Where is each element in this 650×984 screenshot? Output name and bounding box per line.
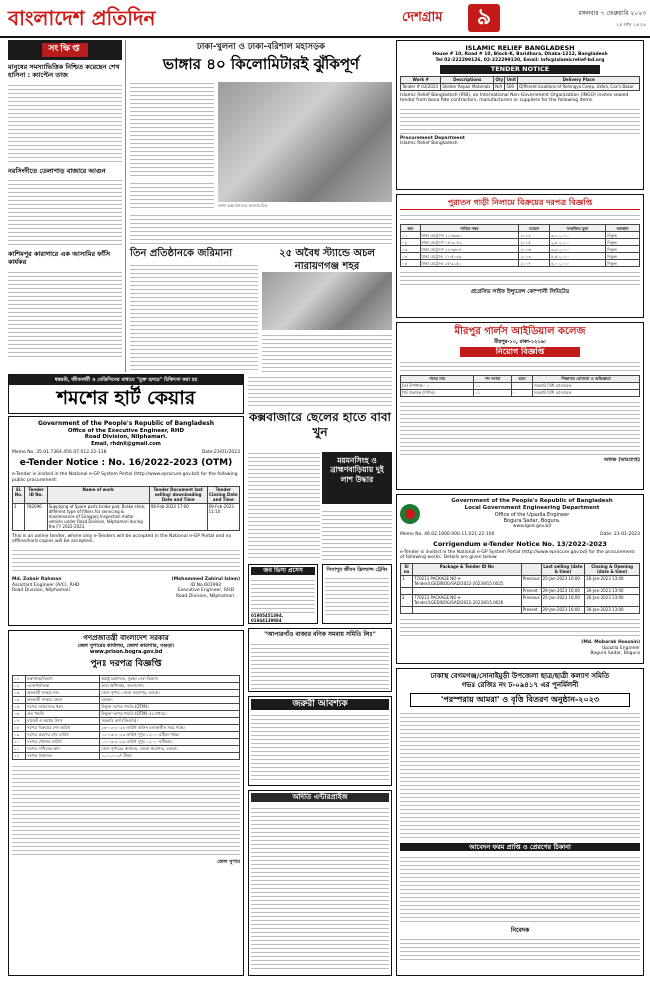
table-row: ০৩ ক্রয়কারী সংস্থার নাম জেল সুপার, জেলা কারাগার, বগুড়া। bbox=[13, 689, 240, 696]
brief-heading-3: কাশিমপুর কারাগারে এক আসামির ফাঁসি কার্যকর bbox=[8, 250, 111, 267]
table-row: ০৩ ঢাকা মেট্রো-গ ২২-৩৬০৮ ২০০৬ ৩,২০,০০০ নিকুঞ্জ bbox=[401, 246, 640, 253]
table-row: Present 29-Jan-2023 16:00 30-Jan-2023 13:00 bbox=[401, 606, 640, 613]
lged-intro: e-Tender is invited in the National e-GP System Portal (http://www.eprocure.gov.bd) for the procurement of following works. Details are given below: bbox=[400, 549, 635, 561]
lged-office: Office of the Upazila Engineer bbox=[494, 511, 570, 518]
table-row: 1 770211 PACKAGE NO e-Tender/LGED/BOG/SAD/2022-2023/815.0025 Previous 25-Jan-2023 16:00 26-Jan-2023 13:00 bbox=[401, 575, 640, 587]
relief-footer: Procurement Department bbox=[400, 135, 465, 141]
headline-1-kicker: ঢাকা-খুলনা ও ঢাকা-বরিশাল মহাসড়ক bbox=[197, 42, 325, 52]
table-row: ০৭ বাজেট ও অর্থের উৎস সরকারি অর্থ (জিওবি)। bbox=[13, 717, 240, 724]
relief-table: Work # Descriptions Qty Unit Delivery Place Tender # 03/2023 Shelter Repair Materials N/A 500 Different locations of Rohingya Camp, Ukhia, Cox's Bazar bbox=[400, 76, 640, 91]
table-row: (ক) উপাধ্যক্ষ - ১ ০১ - সরকারি বিধি মোতাবেক bbox=[401, 382, 640, 389]
rhd-division: Road Division, Nilphamari. bbox=[84, 434, 168, 441]
rhd-office: Office of the Executive Engineer, RHD bbox=[67, 427, 185, 434]
college-title: নিয়োগ বিজ্ঞপ্তি bbox=[460, 347, 580, 357]
section-name: দেশগ্রাম bbox=[402, 10, 443, 25]
headline-1-title: ভাঙ্গার ৪০ কিলোমিটারই ঝুঁকিপূর্ণ bbox=[162, 54, 360, 73]
headline-4-body bbox=[248, 450, 320, 560]
road-photo bbox=[218, 82, 392, 202]
heart-ad-top: ধন্বন্তরি, জীবনধর্মী ও মেডিসিনের মাধ্যমে "মুক্ত হৃদয়ে" চিকিৎসা করা হয় bbox=[9, 375, 243, 385]
ad-job-visa: জব ভিসা প্রসেস 01905451394, 01944139884 bbox=[248, 564, 318, 624]
headline-5-title: ময়মনসিংহ ও ব্রাহ্মণবাড়িয়ায় দুই লাশ উদ্ধার bbox=[322, 452, 392, 504]
lged-sign-name: (Md. Mobarak Hossain) bbox=[581, 639, 640, 645]
rhd-sign-left-div: Road Division, Nilphamari. bbox=[12, 588, 72, 594]
brief-heading-1: মানুষের সমস্যাভিত্তিক নিশ্চিত করেছেন শেখ হাসিনা : ক্যাপ্টেন তাজ bbox=[8, 62, 120, 80]
ad-bazar-samity: "আপারগাঁও বাজার বণিক সমবায় সমিতি লিঃ" bbox=[248, 628, 392, 692]
headline-2-title: তিন প্রতিষ্ঠানকে জরিমানা bbox=[130, 248, 233, 259]
brief-tag: সংক্ষিপ্ত bbox=[42, 43, 87, 57]
table-row: ০১ মন্ত্রণালয়/বিভাগ স্বরাষ্ট্র মন্ত্রণালয়, সুরক্ষা সেবা বিভাগ। bbox=[13, 675, 240, 682]
rhd-table bbox=[12, 486, 240, 531]
stand-photo bbox=[262, 272, 392, 330]
brief-heading-2: নরসিংদীতে ডেলাপাড় বাজারে আগুন bbox=[8, 166, 106, 175]
college-sub: মীরপুর-১০, ঢাকা-১২১৬। bbox=[494, 338, 546, 345]
rhd-col-last: Tender Document last selling/ downloading Date and Time bbox=[149, 486, 207, 503]
prison-notice bbox=[8, 630, 244, 976]
ad-urgent: জরুরী আবশ্যক bbox=[248, 696, 392, 786]
ad-enterprise: অদিতি এন্টারপ্রাইজ bbox=[248, 790, 392, 976]
prison-web: www.prison.bogra.gov.bd bbox=[89, 649, 163, 655]
rhd-title: e-Tender Notice : No. 16/2022-2023 (OTM) bbox=[19, 458, 233, 469]
table-row: Present 29-Jan-2023 16:00 30-Jan-2023 13:00 bbox=[401, 587, 640, 594]
table-row: ০১ ঢাকা মেট্রো-গ ২১-৬৩৩০ ২০০৪ ৩,০০,০০০ নিকুঞ্জ bbox=[401, 232, 640, 239]
relief-tel: Tel 02-222299126, 02-222299130, Email: info@islamicrelief-bd.org bbox=[435, 57, 605, 63]
college-table: পদের নাম পদ সংখ্যা বয়স শিক্ষাগত যোগ্যতা ও অভিজ্ঞতা (ক) উপাধ্যক্ষ - ১ ০১ - সরকারি বিধি মোতাবেক (খ) প্রভাষক (গণিত) ০১ - সরকারি বিধি মোতাবেক bbox=[400, 375, 640, 397]
table-row: 1 782096 Supplying of Spare parts brake pad, Brake shoe, different type of filters for servicing & maintenance of Sirajganj Inspection motor vehicle under Road Division, Nilphamari during the FY 2022-2023. 08-Feb-2023 17:00 09-Feb-2023 11:10 bbox=[13, 503, 240, 530]
alumni-event: 'পরস্পরায় আমরা' ও বৃত্তি বিতরণ অনুষ্ঠান-২০২৩ bbox=[410, 693, 630, 707]
lged-gov: Government of the People's Republic of Bangladesh bbox=[451, 498, 613, 504]
prison-table bbox=[12, 675, 240, 760]
vehicle-org: প্রগ্রেসিভ লাইফ ইন্স্যুরেন্স কোম্পানী লিমিটেড bbox=[470, 289, 570, 295]
table-row: ০৫ দরপত্র আহবানের ধরন উন্মুক্ত দরপত্র পদ্ধতি (OTM)। bbox=[13, 703, 240, 710]
prison-office: জেল সুপারের কার্যালয়, জেলা কারাগার, বগুড়া। bbox=[77, 642, 175, 649]
alumni-title: ঢাকাস্থ বেগমগঞ্জ/সোনাইমুড়ী উপজেলা ছাত্র/ছাত্রী কল্যাণ সমিতি bbox=[430, 672, 610, 680]
date-line: মঙ্গলবার ৭ ফেব্রুয়ারি ২০২৩ bbox=[578, 10, 646, 17]
rhd-email: Email, rhdnil@gmail.com bbox=[91, 441, 161, 448]
table-row: ১০ দরপত্র খোলার তারিখ ০১-০৩-২০২৩ তারিখ দুপুর ০২:০০ ঘটিকায়। bbox=[13, 738, 240, 745]
headline-4-title: কক্সবাজারে ছেলের হাতে বাবা খুন bbox=[249, 410, 391, 439]
headline-4-block bbox=[248, 374, 392, 446]
vehicle-title: পুরাতন গাড়ী নিলামে বিক্রয়ের দরপত্র বিজ্ঞপ্তি bbox=[400, 198, 640, 210]
headline-3-title: ২৫ অবৈধ স্ট্যান্ডে অচল নারায়ণগঞ্জ শহর bbox=[279, 248, 375, 272]
rhd-col-name: Name of work bbox=[47, 486, 149, 503]
vehicle-table: ক্রম গাড়ির নম্বর মডেল সংরক্ষিত মূল্য অবস্থান ০১ ঢাকা মেট্রো-গ ২১-৬৩৩০ ২০০৪ ৩,০০,০০০ নিকুঞ্জ ০২ ঢাকা মেট্রো-গ ১৫-৯০৮২ ২০০৫ ২,৮০,০০০ নিকুঞ্জ ০৩ ঢাকা মেট্রো-গ ২২-৩৬০৮ ২০০৬ ৩,২০,০০০ নিকুঞ্জ ০৪ ঢাকা মেট্রো-চ ১১-৫০৪৯ ২০০৩ ৪,৫০,০০০ নিকুঞ্জ ০৫ ঢাকা মেট্রো-চ ১৫-৯১৫০ ২০০৭ ৫,০০,০০০ নিকুঞ্জ bbox=[400, 224, 640, 267]
relief-notice bbox=[396, 40, 644, 190]
heart-ad-name: শমশের হার্ট কেয়ার bbox=[56, 387, 196, 410]
rhd-notice bbox=[8, 416, 244, 626]
college-sign: অধ্যক্ষ (ভারপ্রাপ্ত) bbox=[603, 456, 640, 463]
relief-org: ISLAMIC RELIEF BANGLADESH bbox=[465, 44, 575, 52]
road-photo-caption: ভাঙ্গা এক্সপ্রেসওয়ে অংশের চিত্র bbox=[218, 203, 268, 208]
lged-place: Bogura Sadar, Bogura. bbox=[503, 518, 561, 524]
table-row: ০৯ দরপত্র গ্রহণের শেষ তারিখ ০১-০৩-২০২৩ তারিখ দুপুর ১২:০০ ঘটিকা পর্যন্ত। bbox=[13, 731, 240, 738]
rhd-sign-right-div: Road Division, Nilphamari. bbox=[176, 593, 236, 599]
lged-notice bbox=[396, 494, 644, 664]
headline-3-body bbox=[262, 332, 392, 372]
rhd-sign-left-title: Assistant Engineer (A/C), RHD bbox=[12, 582, 80, 588]
headline-1-body-2 bbox=[130, 180, 214, 210]
lged-sign-title: Upazila Engineer bbox=[602, 645, 640, 651]
prison-title: পুনঃ দরপত্র বিজ্ঞপ্তি bbox=[90, 659, 162, 670]
rhd-memo: Memo No. 35.01.7364.456.07.012.22-118 bbox=[12, 449, 107, 455]
table-row: ০৬ ক্রয় পদ্ধতি উন্মুক্ত দরপত্র পদ্ধতি (OTM) এর মাধ্যমে। bbox=[13, 710, 240, 717]
brief-body-1 bbox=[8, 82, 122, 164]
lged-memo: Memo No. 46.02.1000.000.11.021.22-100 bbox=[400, 531, 495, 537]
alumni-footer: আবেদন ফরম প্রাপ্তি ও প্রেরণের ঠিকানা bbox=[400, 843, 640, 851]
alumni-notice bbox=[396, 668, 644, 976]
rhd-note: This is an online tender, where only e-Tenders will be accepted in the National e-GP Portal and no offline/hard copies will be accepted. bbox=[12, 533, 232, 545]
lged-memo-date: Date: 23-01-2023 bbox=[600, 531, 640, 537]
brief-body-3 bbox=[8, 269, 122, 357]
table-row: ১১ দরপত্র দাখিলের স্থান জেল সুপারের কার্যালয়, জেলা কারাগার, বগুড়া। bbox=[13, 745, 240, 752]
table-row: ০২ ঢাকা মেট্রো-গ ১৫-৯০৮২ ২০০৫ ২,৮০,০০০ নিকুঞ্জ bbox=[401, 239, 640, 246]
lged-web: www.lged.gov.bd bbox=[512, 524, 552, 530]
table-row: (খ) প্রভাষক (গণিত) ০১ - সরকারি বিধি মোতাবেক bbox=[401, 389, 640, 396]
table-row: ১২ দরপত্র জামানত ১,০০,০০০/- টাকা। bbox=[13, 752, 240, 759]
lged-title: Corrigendum e-Tender Notice No. 13/2022-2023 bbox=[433, 539, 607, 548]
relief-body: Islamic Relief Bangladesh (IRB), an International Non-Government Organization (INGO) invites sealed tender from bona fide contractors, manufacturers or suppliers for the following items. bbox=[400, 92, 629, 104]
rhd-col-close: Tender Closing Date and Time bbox=[209, 487, 238, 503]
rhd-col-id: Tender ID No. bbox=[25, 486, 47, 503]
table-row: Tender # 03/2023 Shelter Repair Materials N/A 500 Different locations of Rohingya Camp, Ukhia, Cox's Bazar bbox=[401, 83, 640, 90]
rhd-sign-right-title: Executive Engineer, RHD bbox=[177, 588, 234, 594]
rhd-sign-right-name: (Mohammed Zahirul Islam) bbox=[171, 576, 240, 582]
relief-address: House # 10, Road # 10, Block-K, Baridhara, Dhaka-1212, Bangladesh bbox=[432, 52, 608, 58]
table-row: ০৪ ঢাকা মেট্রো-চ ১১-৫০৪৯ ২০০৩ ৪,৫০,০০০ নিকুঞ্জ bbox=[401, 253, 640, 260]
table-row: ০৫ ঢাকা মেট্রো-চ ১৫-৯১৫০ ২০০৭ ৫,০০,০০০ নিকুঞ্জ bbox=[401, 260, 640, 267]
page-number: ৯ bbox=[468, 4, 500, 32]
rhd-sign-left-name: Md. Zobair Rahman bbox=[12, 576, 62, 582]
headline-1-body-3 bbox=[130, 212, 392, 246]
gov-emblem-icon bbox=[400, 504, 420, 524]
headline-1 bbox=[130, 42, 392, 73]
relief-footer-2: Islamic Relief Bangladesh bbox=[400, 141, 458, 147]
college-notice bbox=[396, 322, 644, 490]
table-row: 2 770212 PACKAGE NO e-Tender/LGED/BOG/SAD/2022-2023/815.0026 Previous 25-Jan-2023 16:00 26-Jan-2023 13:00 bbox=[401, 594, 640, 606]
heart-care-ad bbox=[8, 374, 244, 414]
table-row: ০৪ ক্রয়কারী সংস্থার জেলা বগুড়া। bbox=[13, 696, 240, 703]
lged-sign-place: Bogura Sadar, Bogura bbox=[590, 651, 640, 657]
rhd-col-sl: Sl. No. bbox=[13, 486, 25, 503]
ad-freelance: সিসাপুর জীবন ফ্রিল্যান্স ট্রেনিং bbox=[322, 564, 392, 624]
ad-phone: 01905451394, 01944139884 bbox=[251, 612, 284, 623]
newspaper-logo: বাংলাদেশ প্রতিদিন bbox=[8, 6, 156, 30]
sidebar-brief bbox=[8, 40, 126, 372]
headline-1-body bbox=[130, 80, 214, 178]
rhd-memo-date: Date:23/01/2023 bbox=[201, 449, 240, 455]
vehicle-notice bbox=[396, 194, 644, 318]
lged-dept: Local Government Engineering Department bbox=[464, 504, 600, 511]
headline-2-body bbox=[130, 262, 258, 372]
rhd-sign-right-id: ID No.601992 bbox=[190, 582, 222, 588]
table-row: ০৮ দরপত্র বিক্রয়ের শেষ তারিখ ২৮-০২-২০২৩ তারিখ অফিস চলাকালীন সময় পর্যন্ত। bbox=[13, 724, 240, 731]
table-row: ০২ এজেন্সি/সংস্থা কারা অধিদপ্তর, বাংলাদেশ। bbox=[13, 682, 240, 689]
prison-sign: জেল সুপার bbox=[217, 858, 240, 865]
headline-5-body bbox=[322, 508, 392, 560]
rhd-gov: Government of the People's Republic of Bangladesh bbox=[37, 420, 215, 427]
relief-title: TENDER NOTICE bbox=[440, 65, 600, 73]
alumni-sign: নিবেদক bbox=[510, 926, 530, 934]
alumni-sub: গভঃ রেজিঃ নং ঢ-০৯৪১৭ এর পুনর্মিলনী bbox=[461, 680, 579, 689]
prison-gov: গণপ্রজাতন্ত্রী বাংলাদেশ সরকার bbox=[83, 634, 169, 642]
lged-table: Sl no Package & Tender ID No Last selling (date & time) Closing & Opening (date & time) 1 770211 PACKAGE NO e-Tender/LGED/BOG/SAD/2022-2023/815.0025 Previous 25-Jan-2023 16:00 26-Jan-2023 13:00 Present 29-Jan-2023 16:00 30-Jan-2023 13:00 2 770212 PACKAGE NO e-Tender/LGED/BOG/SAD/2022-2023/815.0026 Previous 25-Jan-2023 16:00 26-Jan-2023 13:00 Present 29-Jan-2023 16:00 30-Jan-2023 13:00 bbox=[400, 563, 640, 614]
rhd-intro: e-Tender is invited in the National e-GP System Portal (http://www.eprocure.gov.bd) for the following public procurement: bbox=[12, 472, 238, 483]
date-line-2: ২৪ মাঘ ১৪২৯ bbox=[616, 22, 646, 28]
brief-body-2 bbox=[8, 177, 122, 247]
college-org: মীরপুর গার্লস আইডিয়াল কলেজ bbox=[454, 326, 586, 337]
